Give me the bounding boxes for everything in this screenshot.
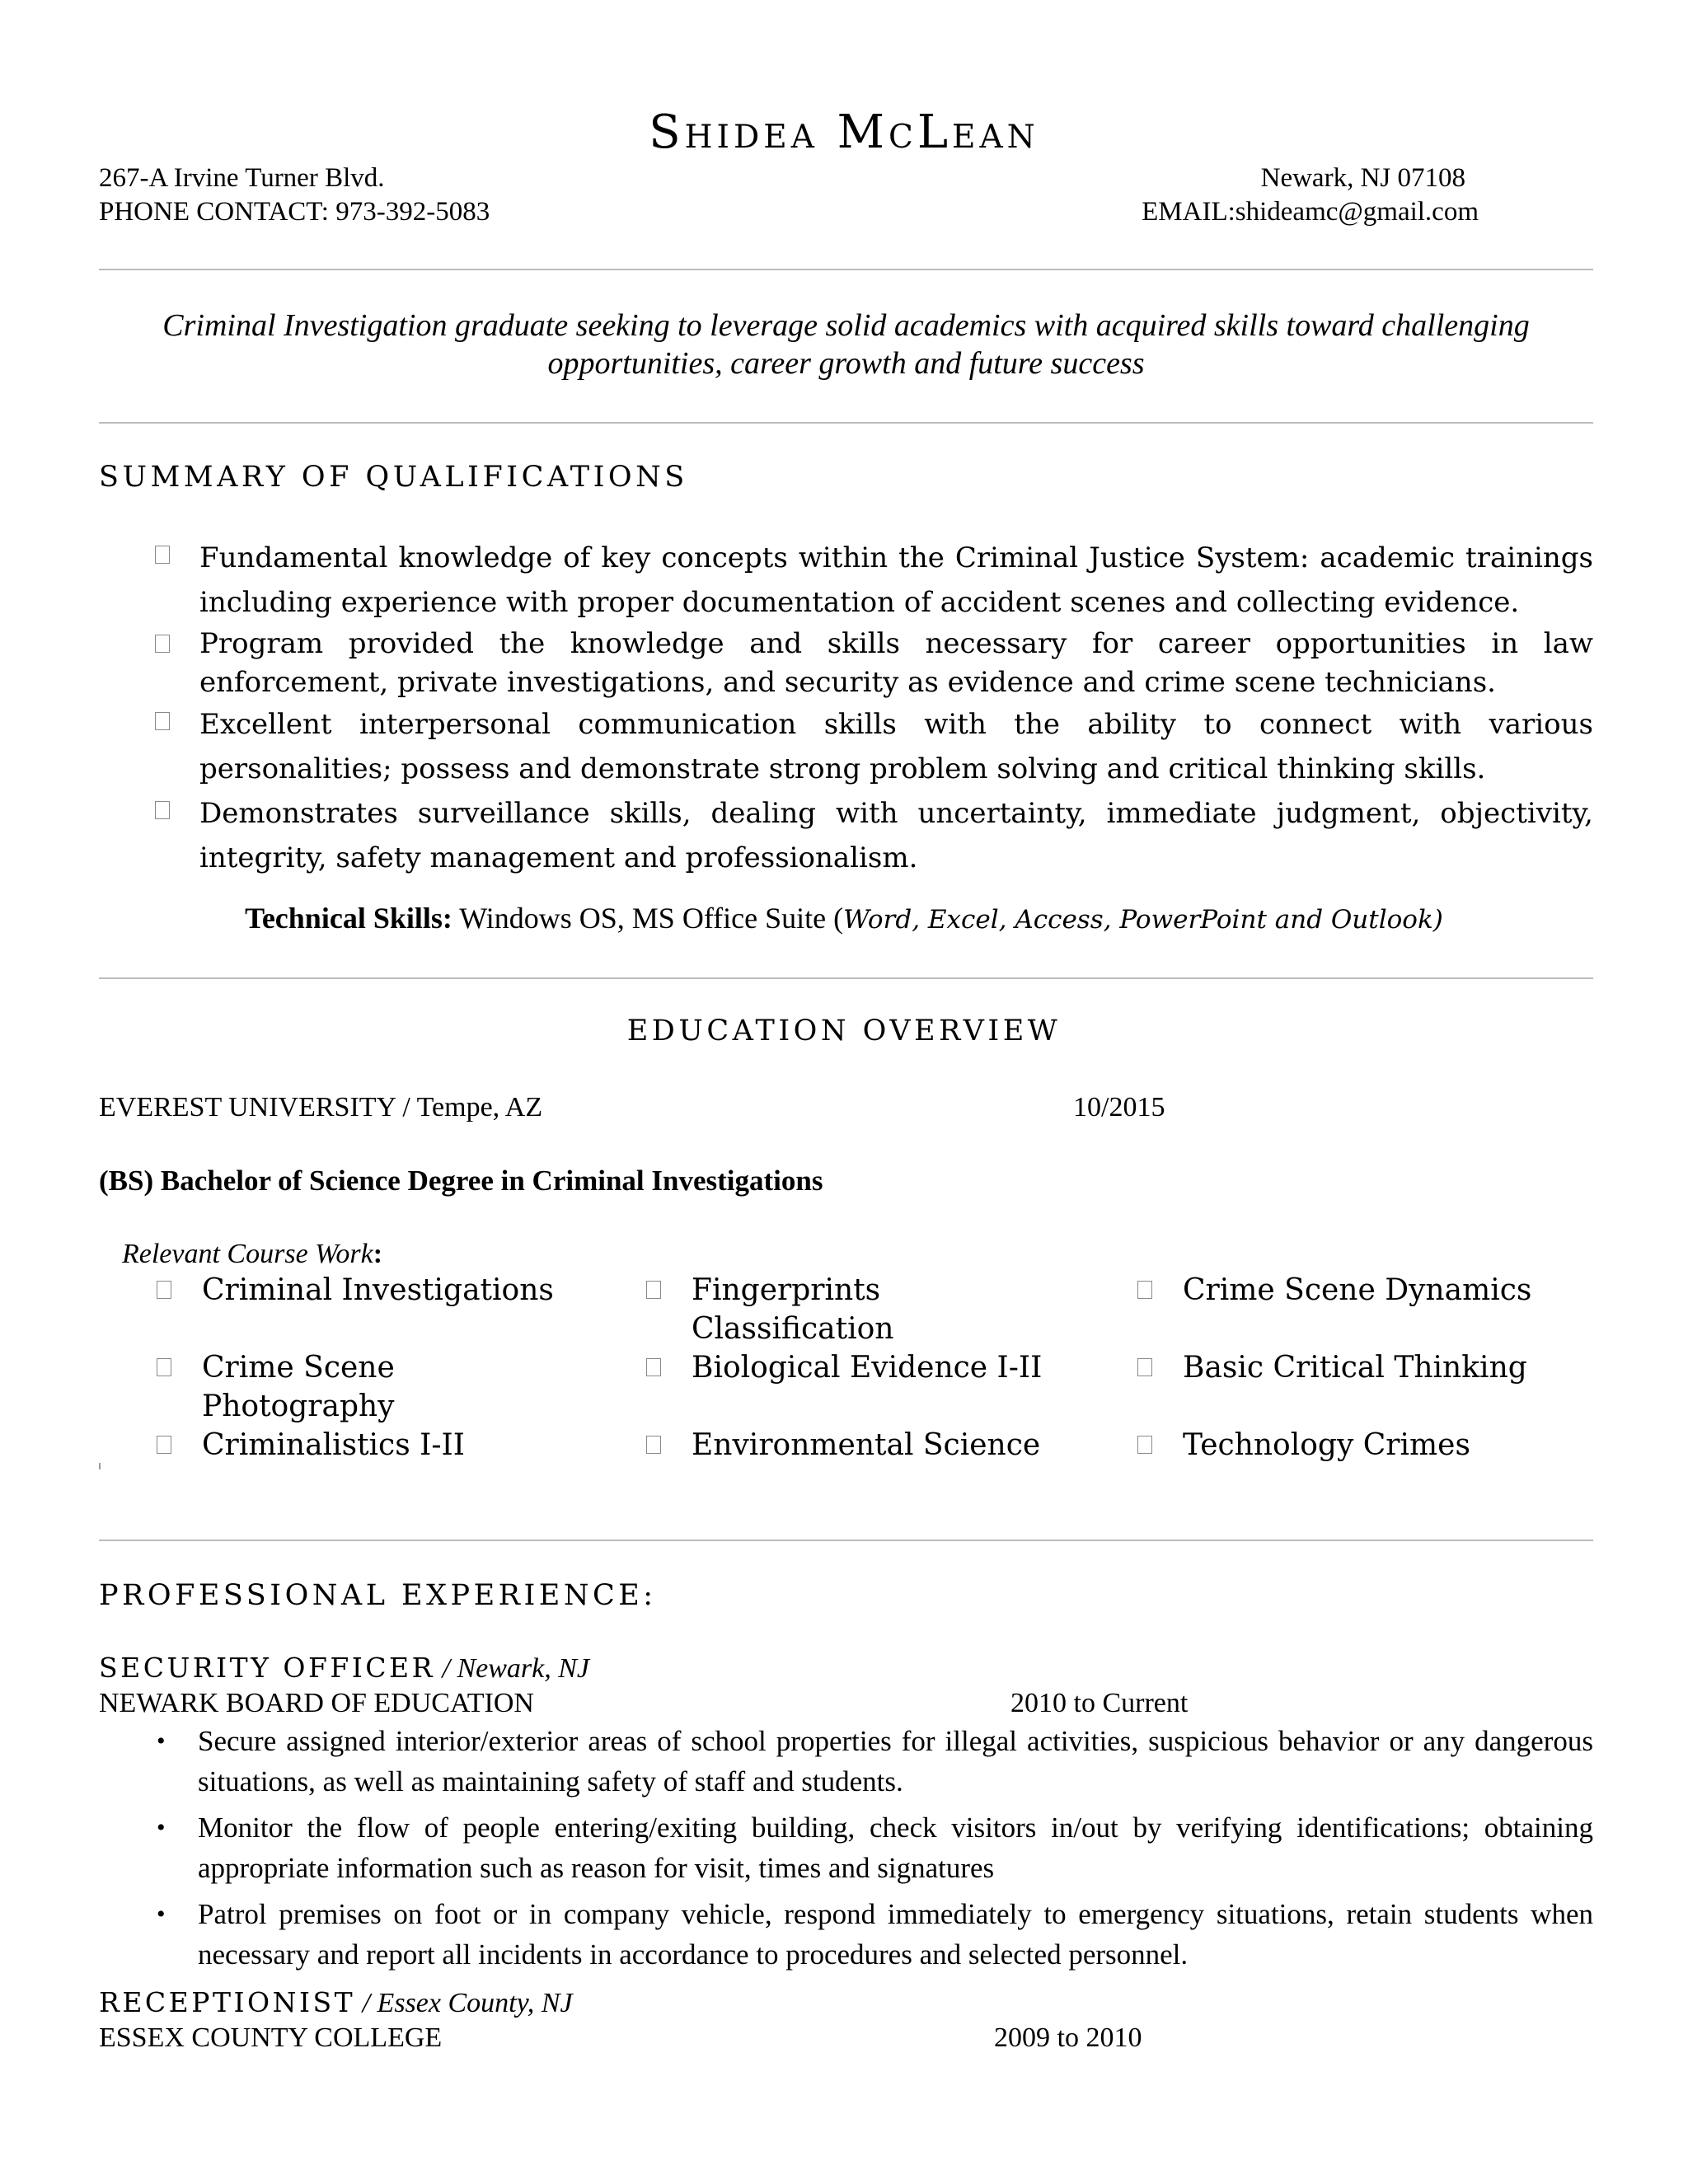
divider [99,269,1593,270]
job-location: / Essex County, NJ [355,1988,573,2018]
list-item: Program provided the knowledge and skills necessary for career opportunities in law enforcement, private investigations, and security as evidence and crime scene technicians. [157,625,1593,702]
resume-page: Shidea McLean 267-A Irvine Turner Blvd. Newark, NJ 07108 PHONE CONTACT: 973-392-5083 EMAIL:shideamc@gmail.com Criminal Investigation graduate seeking to leverage solid academics with acquired skills toward challenging opportunities, career growth and future success SUMMARY OF QUALIFICATIONS Fundamental knowledge of key concepts within the Criminal Justice System: academic trainings including experience with proper documentation of accident scenes and collecting evidence. Program provided the knowledge and skills necessary for career opportunities in law enforcement, private investigations, and security as evidence and crime scene technicians. Excellent interpersonal communication skills with the ability to connect with various personalities; possess and demonstrate strong problem solving and critical thinking skills. Demonstrates surveillance skills, dealing with uncertainty, immediate judgment, objectivity, integrity, safety management and professionalism. Technical Skills: Windows OS, MS Office Suite (Word, Excel, Access, PowerPoint and Outlook) EDUCATION OVERVIEW EVEREST UNIVERSITY / Tempe, AZ 10/2015 (BS) Bachelor of Science Degree in Criminal Investigations Relevant Course Work: Criminal Investigations Fingerprints Classification Crime Scene Dynamics Crime Scene Photography Biological Evidence I-II Basic Critical Thinking Criminalistics I-II Environmental Science Technology Crimes PROFESSIONAL EXPERIENCE: SECURITY OFFICER / Newark, NJ NEWARK BOARD OF EDUCATION 2010 to Current • Secure assigned interior/exterior areas of school properties for illegal activities, suspicious behavior or any dangerous situations, as well as maintaining safety of staff and students. • Monitor the flow of people entering/exiting building, check visitors in/out by verifying identifications; obtaining appropriate information such as reason for visit, times and signatures • Patrol premises on foot or in company vehicle, respond immediately to emergency situations, retain students when necessary and report all incidents in accordance to procedures and selected personnel. RECEPTIONIST / Essex County, NJ ESSEX COUNTY COLLEGE 2009 to 2010 [0,0,1688,2184]
checkbox-bullet-icon [155,635,170,653]
checkbox-bullet-icon [646,1281,661,1299]
checkbox-bullet-icon [1137,1281,1152,1299]
checkbox-bullet-icon [155,712,170,730]
list-item: • Monitor the flow of people entering/exiting building, check visitors in/out by verifying identifications; obtaining appropriate information such as reason for visit, times and signatures [157,1807,1593,1888]
email-contact: EMAIL:shideamc@gmail.com [1142,197,1479,227]
bullet-dot-icon: • [157,1900,166,1928]
divider [99,1540,1593,1541]
qualifications-list [157,536,1593,880]
checkbox-bullet-icon [1137,1436,1152,1454]
street-address: 267-A Irvine Turner Blvd. [99,163,385,193]
objective-statement [99,307,1593,382]
list-item: Fundamental knowledge of key concepts within the Criminal Justice System: academic trainings including experience with proper documentation of accident scenes and collecting evidence. [157,536,1593,625]
job-duties-list [157,1721,1593,1980]
technical-skills-label: Technical Skills: [245,902,452,935]
employment-dates: 2010 to Current [1010,1688,1189,1718]
experience-heading: PROFESSIONAL EXPERIENCE: [99,1579,657,1612]
bullet-dot-icon: • [157,1727,166,1755]
candidate-name: Shidea McLean [649,105,1039,159]
checkbox-bullet-icon [155,546,170,564]
job-location: / Newark, NJ [435,1653,589,1684]
city-state-zip: Newark, NJ 07108 [1260,163,1465,193]
job-title: SECURITY OFFICER / Newark, NJ [99,1652,589,1684]
degree-title: (BS) Bachelor of Science Degree in Criminal Investigations [99,1165,823,1197]
summary-heading: SUMMARY OF QUALIFICATIONS [99,461,688,494]
employer-name: ESSEX COUNTY COLLEGE [99,2022,443,2053]
phone-contact: PHONE CONTACT: 973-392-5083 [99,197,490,227]
technical-skills [0,901,1688,935]
checkbox-bullet-icon [157,1358,171,1376]
stray-mark [99,1463,101,1469]
checkbox-bullet-icon [646,1436,661,1454]
objective-line-2: opportunities, career growth and future success [547,346,1145,381]
checkbox-bullet-icon [157,1436,171,1454]
checkbox-bullet-icon [1137,1358,1152,1376]
divider [99,977,1593,979]
checkbox-bullet-icon [646,1358,661,1376]
bullet-dot-icon: • [157,1814,166,1841]
list-item: Demonstrates surveillance skills, dealing with uncertainty, immediate judgment, objectivity, integrity, safety management and professionalism. [157,791,1593,880]
technical-skills-apps: Word, Excel, Access, PowerPoint and Outlook) [843,905,1443,935]
list-item: • Patrol premises on foot or in company vehicle, respond immediately to emergency situations, retain students when necessary and report all incidents in accordance to procedures and selected personnel. [157,1894,1593,1975]
job-title: RECEPTIONIST / Essex County, NJ [99,1986,573,2018]
graduation-date: 10/2015 [1073,1092,1165,1122]
employer-name: NEWARK BOARD OF EDUCATION [99,1688,534,1718]
checkbox-bullet-icon [157,1281,171,1299]
employment-dates: 2009 to 2010 [994,2022,1142,2053]
list-item: • Secure assigned interior/exterior areas of school properties for illegal activities, suspicious behavior or any dangerous situations, as well as maintaining safety of staff and students. [157,1721,1593,1802]
school-name: EVEREST UNIVERSITY / Tempe, AZ [99,1092,543,1122]
divider [99,422,1593,424]
education-heading: EDUCATION OVERVIEW [626,1015,1062,1047]
checkbox-bullet-icon [155,801,170,819]
coursework-heading: Relevant Course Work: [122,1239,383,1269]
list-item: Excellent interpersonal communication skills with the ability to connect with various personalities; possess and demonstrate strong problem solving and critical thinking skills. [157,702,1593,791]
technical-skills-value: Windows OS, MS Office Suite ( [452,902,844,935]
objective-line-1: Criminal Investigation graduate seeking to leverage solid academics with acquired skills toward challenging [162,308,1530,343]
